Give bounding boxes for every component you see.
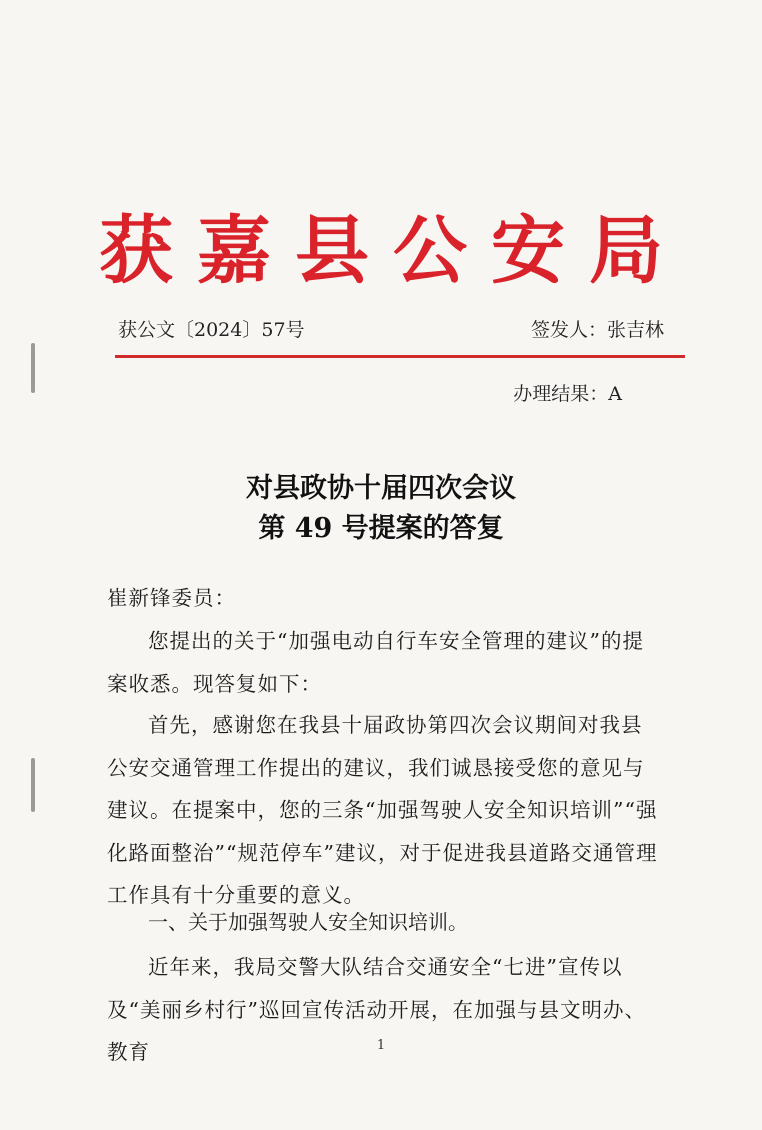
- paragraph-text: 首先，感谢您在我县十届政协第四次会议期间对我县公安交通管理工作提出的建议，我们诚恳接受您的意见与建议。在提案中，您的三条“加强驾驶人安全知识培训”“强化路面整治”“规范停车”建议，对于促进我县道路交通管理工作具有十分重要的意义。: [107, 713, 658, 907]
- document-number: 获公文〔2024〕57号: [118, 319, 305, 341]
- page-number: 1: [376, 1038, 386, 1053]
- red-divider-line: [115, 355, 685, 358]
- paragraph-text: 您提出的关于“加强电动自行车安全管理的建议”的提案收悉。现答复如下：: [107, 629, 644, 696]
- document-title-line2: 第 49 号提案的答复: [258, 513, 504, 544]
- body-paragraph-2: [107, 704, 659, 917]
- salutation: 崔新锋委员：: [107, 586, 236, 610]
- document-title-line1: 对县政协十届四次会议: [246, 473, 516, 504]
- handling-result: 办理结果：A: [513, 383, 622, 405]
- signer: 签发人：张吉林: [530, 319, 664, 341]
- binding-hole-mark: [31, 758, 35, 812]
- agency-letterhead: 获嘉县公安局: [99, 208, 687, 294]
- section-heading: 一、关于加强驾驶人安全知识培训。: [148, 910, 468, 934]
- binding-hole-mark: [31, 343, 35, 393]
- paragraph-text: 近年来，我局交警大队结合交通安全“七进”宣传以及“美丽乡村行”巡回宣传活动开展，在加强与县文明办、教育: [107, 955, 646, 1064]
- body-paragraph-1: [107, 620, 659, 705]
- body-paragraph-3: [107, 946, 659, 1074]
